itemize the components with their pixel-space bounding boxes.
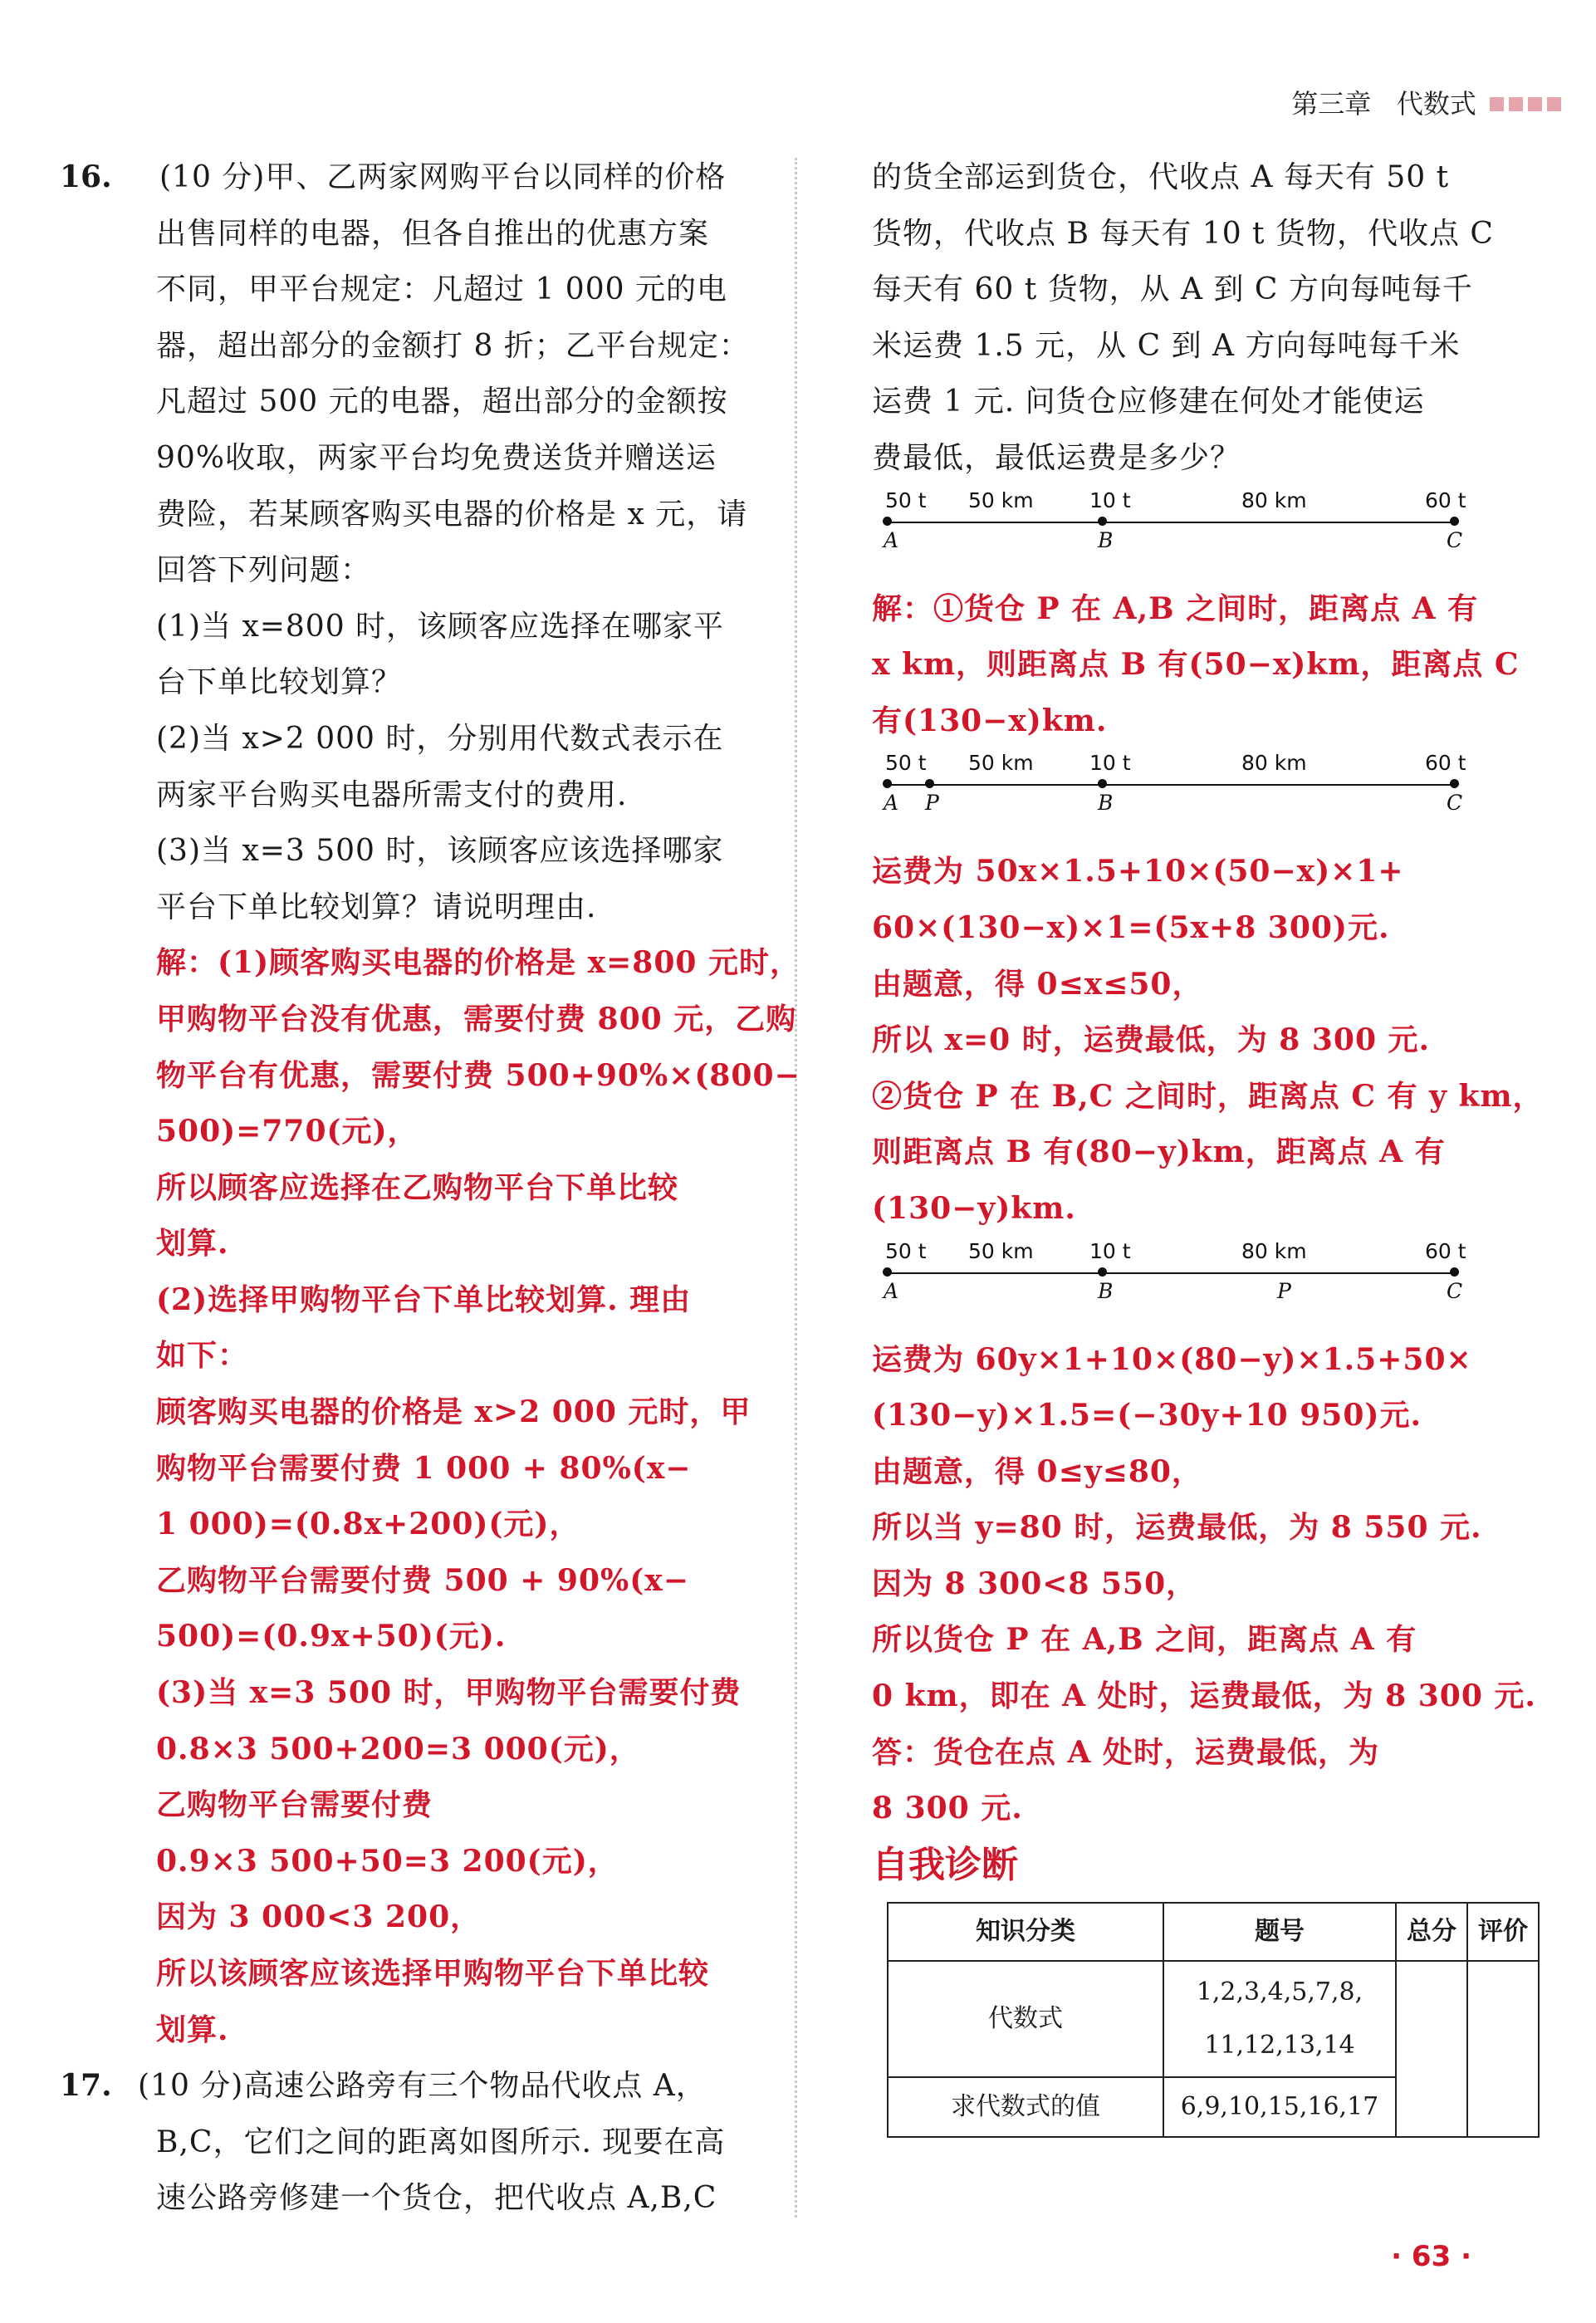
text-line: 两家平台购买电器所需支付的费用. <box>156 777 628 812</box>
solution-line: 所以货仓 P 在 A,B 之间，距离点 A 有 <box>872 1622 1417 1658</box>
distance-ab-label: 50 km <box>968 488 1034 512</box>
solution-line: 购物平台需要付费 1 000 + 80%(x− <box>156 1450 692 1486</box>
solution-line: 所以该顾客应该选择甲购物平台下单比较 <box>156 1956 710 1991</box>
table-row <box>888 1961 1539 2077</box>
solution-line: 由题意，得 0≤y≤80， <box>872 1453 1202 1489</box>
table-header-row <box>888 1903 1539 1961</box>
solution-line: 0.8×3 500+200=3 000(元)， <box>156 1731 640 1767</box>
header-total-score: 总分 <box>1396 1903 1467 1961</box>
weight-a-label: 50 t <box>885 751 927 776</box>
point-a-dot <box>883 1267 892 1277</box>
text-line: 每天有 60 t 货物，从 A 到 C 方向每吨每千 <box>872 272 1473 307</box>
total-score-cell[interactable] <box>1396 1961 1467 2137</box>
page-number: · 63 · <box>1391 2240 1471 2273</box>
question-numbers-cell <box>1163 1961 1396 2077</box>
highway-line <box>887 1272 1455 1274</box>
left-column <box>60 149 800 2227</box>
self-diagnosis-title: 自我诊断 <box>872 1843 1018 1886</box>
weight-b-label: 10 t <box>1089 1238 1131 1263</box>
point-c-dot <box>1450 517 1459 526</box>
solution-line: (3)当 x=3 500 时，甲购物平台需要付费 <box>156 1675 742 1711</box>
solution-line: 划算. <box>156 2012 229 2047</box>
column-divider <box>795 158 797 2218</box>
solution-line: 有(130−x)km. <box>872 703 1108 738</box>
point-b-label: B <box>1098 1278 1114 1303</box>
question-numbers-cell: 6,9,10,15,16,17 <box>1163 2077 1396 2137</box>
chapter-header <box>1291 83 1561 121</box>
point-c-label: C <box>1447 791 1463 816</box>
text-line: 平台下单比较划算？请说明理由. <box>156 890 597 924</box>
text-line: 米运费 1.5 元，从 C 到 A 方向每吨每千米 <box>872 328 1461 363</box>
point-a-label: A <box>884 791 899 816</box>
weight-b-label: 10 t <box>1089 488 1131 512</box>
text-line: 不同，甲平台规定：凡超过 1 000 元的电 <box>156 272 727 307</box>
self-diagnosis-section <box>872 1840 1561 2138</box>
solution-line: 解：(1)顾客购买电器的价格是 x=800 元时， <box>156 945 800 981</box>
question-number: 17. <box>60 2068 112 2104</box>
text-line: 费险，若某顾客购买电器的价格是 x 元，请 <box>156 497 748 532</box>
weight-c-label: 60 t <box>1425 488 1466 512</box>
point-a-label: A <box>884 527 899 552</box>
solution-line: 所以当 y=80 时，运费最低，为 8 550 元. <box>872 1510 1482 1546</box>
point-p-label: P <box>925 791 939 816</box>
solution-line: 8 300 元. <box>872 1791 1023 1826</box>
header-category: 知识分类 <box>888 1903 1163 1961</box>
weight-a-label: 50 t <box>885 1238 927 1263</box>
text-line: (3)当 x=3 500 时，该顾客应该选择哪家 <box>156 834 724 869</box>
point-a-label: A <box>884 1278 899 1303</box>
solution-line: 如下： <box>156 1338 249 1374</box>
solution-line: 0.9×3 500+50=3 200(元)， <box>156 1843 619 1879</box>
solution-line: ②货仓 P 在 B,C 之间时，距离点 C 有 y km， <box>872 1078 1544 1114</box>
distance-diagram-p-between-bc <box>872 1238 1470 1327</box>
point-c-dot <box>1450 779 1459 788</box>
distance-ab-label: 50 km <box>968 751 1034 776</box>
solution-line: 则距离点 B 有(80−y)km，距离点 A 有 <box>872 1135 1446 1170</box>
solution-line: 甲购物平台没有优惠，需要付费 800 元，乙购 <box>156 1001 797 1037</box>
solution-line: 所以 x=0 时，运费最低，为 8 300 元. <box>872 1022 1431 1058</box>
text-line: 器，超出部分的金额打 8 折；乙平台规定： <box>156 328 750 363</box>
question-numbers-line: 1,2,3,4,5,7,8, <box>1196 1977 1363 2007</box>
question-16 <box>60 149 800 2058</box>
solution-line: 解：①货仓 P 在 A,B 之间时，距离点 A 有 <box>872 591 1479 626</box>
solution-line: 500)=(0.9x+50)(元). <box>156 1619 507 1654</box>
decor-square-icon <box>1528 97 1542 111</box>
category-cell: 求代数式的值 <box>888 2077 1163 2137</box>
text-line: B,C，它们之间的距离如图所示. 现要在高 <box>156 2125 726 2159</box>
point-a-dot <box>883 517 892 526</box>
header-question-numbers: 题号 <box>1163 1903 1396 1961</box>
text-line: 费最低，最低运费是多少？ <box>872 440 1241 475</box>
point-p-dot <box>925 779 934 788</box>
text-line: 速公路旁修建一个货仓，把代收点 A,B,C <box>156 2181 717 2216</box>
question-number: 16. <box>60 159 112 194</box>
distance-bc-label: 80 km <box>1241 751 1307 776</box>
solution-line: 由题意，得 0≤x≤50， <box>872 966 1203 1002</box>
decor-square-icon <box>1547 97 1561 111</box>
evaluation-cell[interactable] <box>1467 1961 1539 2137</box>
solution-line: x km，则距离点 B 有(50−x)km，距离点 C <box>872 647 1520 683</box>
point-b-dot <box>1098 1267 1107 1277</box>
header-evaluation: 评价 <box>1467 1903 1539 1961</box>
solution-line: 1 000)=(0.8x+200)(元)， <box>156 1507 580 1542</box>
text-line: 货物，代收点 B 每天有 10 t 货物，代收点 C <box>872 216 1494 251</box>
solution-line: (2)选择甲购物平台下单比较划算. 理由 <box>156 1282 692 1317</box>
solution-line: 500)=770(元)， <box>156 1114 419 1149</box>
solution-line: 因为 8 300<8 550， <box>872 1566 1197 1601</box>
point-a-dot <box>883 779 892 788</box>
decor-square-icon <box>1490 97 1504 111</box>
text-line: 回答下列问题： <box>156 553 372 588</box>
solution-line: 答：货仓在点 A 处时，运费最低，为 <box>872 1734 1379 1770</box>
solution-line: 划算. <box>156 1226 229 1262</box>
distance-bc-label: 80 km <box>1241 1238 1307 1263</box>
text-line: 90%收取，两家平台均免费送货并赠送运 <box>156 440 717 475</box>
solution-line: 因为 3 000<3 200， <box>156 1899 482 1935</box>
weight-c-label: 60 t <box>1425 1238 1466 1263</box>
text-line: (10 分)高速公路旁有三个物品代收点 A， <box>138 2069 707 2104</box>
weight-a-label: 50 t <box>885 488 927 512</box>
distance-diagram-p-between-ab <box>872 751 1470 839</box>
point-c-label: C <box>1447 1278 1463 1303</box>
point-b-label: B <box>1098 791 1114 816</box>
highway-line <box>887 784 1455 786</box>
weight-b-label: 10 t <box>1089 751 1131 776</box>
solution-line: (130−y)km. <box>872 1190 1076 1226</box>
text-line: 凡超过 500 元的电器，超出部分的金额按 <box>156 385 728 419</box>
point-p-label: P <box>1277 1278 1291 1303</box>
point-c-dot <box>1450 1267 1459 1277</box>
question-numbers-line: 11,12,13,14 <box>1204 2030 1355 2060</box>
point-c-label: C <box>1447 527 1463 552</box>
solution-line: 乙购物平台需要付费 <box>156 1787 433 1823</box>
right-column <box>872 149 1561 2138</box>
self-diagnosis-table <box>887 1902 1540 2138</box>
point-b-label: B <box>1098 527 1114 552</box>
text-line: 运费 1 元. 问货仓应修建在何处才能使运 <box>872 385 1425 419</box>
solution-line: 物平台有优惠，需要付费 500+90%×(800− <box>156 1057 800 1093</box>
distance-ab-label: 50 km <box>968 1238 1034 1263</box>
chapter-title: 代数式 <box>1396 88 1476 120</box>
highway-line <box>887 522 1455 523</box>
point-b-dot <box>1098 779 1107 788</box>
text-line: 出售同样的电器，但各自推出的优惠方案 <box>156 216 710 251</box>
text-line: 台下单比较划算？ <box>156 665 403 700</box>
text-line: (10 分)甲、乙两家网购平台以同样的价格 <box>159 160 727 194</box>
solution-line: 所以顾客应选择在乙购物平台下单比较 <box>156 1169 679 1205</box>
solution-line: 运费为 60y×1+10×(80−y)×1.5+50× <box>872 1341 1472 1377</box>
solution-line: 顾客购买电器的价格是 x>2 000 元时，甲 <box>156 1394 751 1430</box>
solution-line: 0 km，即在 A 处时，运费最低，为 8 300 元. <box>872 1679 1536 1714</box>
question-17 <box>60 2058 772 2227</box>
text-line: (2)当 x>2 000 时，分别用代数式表示在 <box>156 721 724 756</box>
chapter-label: 第三章 <box>1291 88 1372 120</box>
solution-line: (130−y)×1.5=(−30y+10 950)元. <box>872 1398 1422 1433</box>
decor-square-icon <box>1509 97 1523 111</box>
text-line: 的货全部运到货仓，代收点 A 每天有 50 t <box>872 160 1450 194</box>
point-b-dot <box>1098 517 1107 526</box>
text-line: (1)当 x=800 时，该顾客应选择在哪家平 <box>156 609 725 644</box>
distance-diagram <box>872 488 1470 576</box>
solution-line: 60×(130−x)×1=(5x+8 300)元. <box>872 909 1390 945</box>
distance-bc-label: 80 km <box>1241 488 1307 512</box>
weight-c-label: 60 t <box>1425 751 1466 776</box>
category-cell: 代数式 <box>888 1961 1163 2077</box>
solution-line: 运费为 50x×1.5+10×(50−x)×1+ <box>872 854 1404 890</box>
solution-line: 乙购物平台需要付费 500 + 90%(x− <box>156 1562 689 1598</box>
